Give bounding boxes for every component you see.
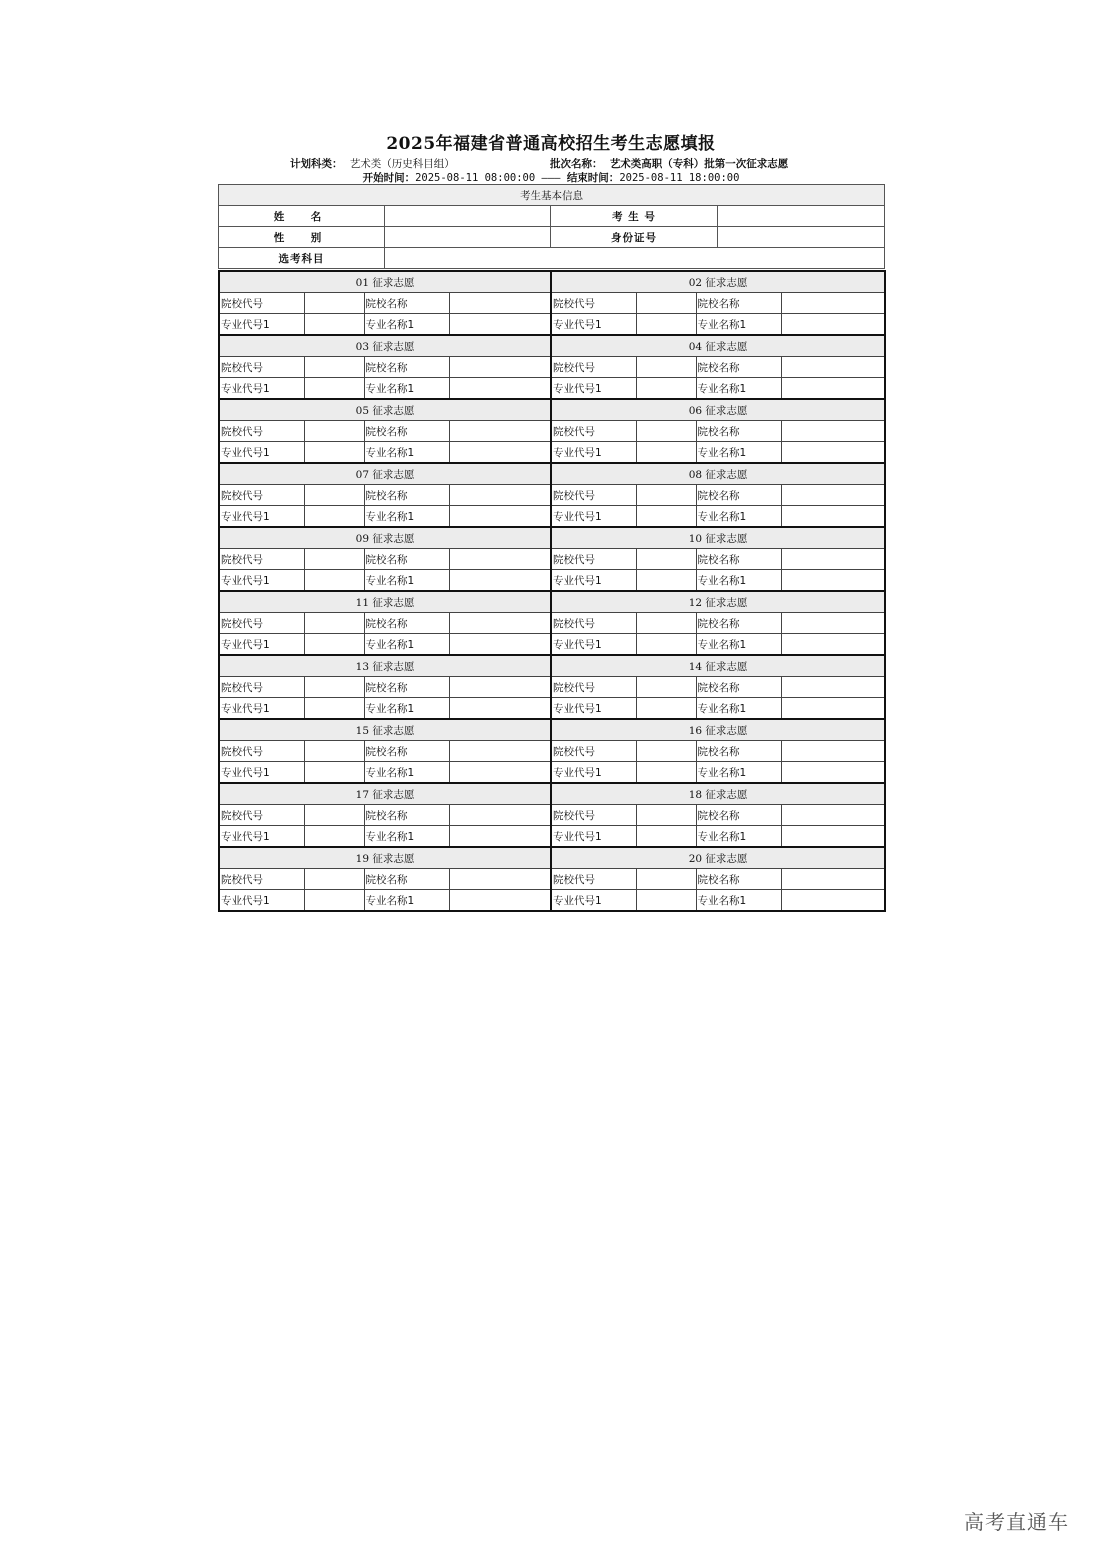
major-code-field[interactable] [304, 826, 364, 848]
school-code-label: 院校代号 [551, 613, 636, 634]
major-code-label: 专业代号1 [219, 378, 304, 400]
school-code-field[interactable] [304, 293, 364, 314]
school-code-label: 院校代号 [551, 805, 636, 826]
school-code-label: 院校代号 [551, 421, 636, 442]
time-separator: ——— [541, 172, 561, 184]
volunteer-number: 09 [355, 532, 370, 545]
major-code-label: 专业代号1 [219, 314, 304, 336]
volunteer-number: 01 [355, 276, 370, 289]
watermark-text: 高考直通车 [964, 1510, 1069, 1534]
volunteer-header [219, 463, 551, 485]
major-name-field[interactable] [781, 442, 885, 464]
volunteer-title: 征求志愿 [705, 660, 748, 673]
major-code-label: 专业代号1 [551, 378, 636, 400]
school-code-label: 院校代号 [219, 677, 304, 698]
major-name-label: 专业名称1 [364, 890, 449, 912]
volunteer-title: 征求志愿 [705, 596, 748, 609]
volunteer-title: 征求志愿 [705, 788, 748, 801]
school-name-field[interactable] [781, 421, 885, 442]
volunteer-title: 征求志愿 [705, 852, 748, 865]
major-code-field[interactable] [636, 698, 696, 720]
major-name-label: 专业名称1 [364, 826, 449, 848]
major-name-label: 专业名称1 [696, 634, 781, 656]
school-name-label: 院校名称 [696, 293, 781, 314]
major-name-label: 专业名称1 [696, 314, 781, 336]
school-name-label: 院校名称 [364, 357, 449, 378]
batch-name [550, 156, 788, 171]
school-name-label: 院校名称 [696, 357, 781, 378]
major-name-label: 专业名称1 [696, 890, 781, 912]
school-name-label: 院校名称 [696, 677, 781, 698]
school-name-label: 院校名称 [364, 293, 449, 314]
volunteer-title: 征求志愿 [372, 340, 415, 353]
school-code-field[interactable] [636, 805, 696, 826]
plan-value: 艺术类（历史科目组） [349, 158, 455, 170]
volunteer-header [551, 527, 885, 549]
volunteer-number: 10 [688, 532, 703, 545]
major-name-field[interactable] [449, 442, 551, 464]
volunteer-table [218, 270, 886, 912]
volunteer-header [551, 463, 885, 485]
basic-info-header: 考生基本信息 [219, 185, 885, 206]
major-code-label: 专业代号1 [551, 314, 636, 336]
major-code-label: 专业代号1 [551, 762, 636, 784]
major-code-field[interactable] [304, 698, 364, 720]
volunteer-header [551, 783, 885, 805]
volunteer-header [219, 719, 551, 741]
major-name-label: 专业名称1 [364, 634, 449, 656]
major-name-field[interactable] [449, 890, 551, 912]
major-name-label: 专业名称1 [364, 442, 449, 464]
major-code-field[interactable] [636, 890, 696, 912]
volunteer-title: 征求志愿 [372, 532, 415, 545]
volunteer-number: 08 [688, 468, 703, 481]
school-code-field[interactable] [304, 357, 364, 378]
volunteer-header [551, 271, 885, 293]
plan-category [290, 156, 455, 171]
major-code-field[interactable] [636, 634, 696, 656]
major-code-label: 专业代号1 [219, 890, 304, 912]
school-name-label: 院校名称 [696, 869, 781, 890]
volunteer-number: 18 [688, 788, 703, 801]
major-code-label: 专业代号1 [219, 826, 304, 848]
start-label: 开始时间： [362, 172, 416, 184]
major-code-field[interactable] [636, 314, 696, 336]
volunteer-header [551, 655, 885, 677]
school-code-label: 院校代号 [551, 357, 636, 378]
major-name-label: 专业名称1 [696, 378, 781, 400]
school-name-label: 院校名称 [364, 677, 449, 698]
form-title: 2025年福建省普通高校招生考生志愿填报 [386, 134, 716, 154]
major-name-field[interactable] [781, 698, 885, 720]
school-name-label: 院校名称 [364, 805, 449, 826]
school-code-field[interactable] [636, 421, 696, 442]
volunteer-header [219, 335, 551, 357]
major-code-field[interactable] [636, 826, 696, 848]
major-name-field[interactable] [449, 634, 551, 656]
major-name-label: 专业名称1 [696, 442, 781, 464]
volunteer-title: 征求志愿 [372, 468, 415, 481]
major-code-label: 专业代号1 [219, 762, 304, 784]
major-code-label: 专业代号1 [219, 634, 304, 656]
school-code-label: 院校代号 [219, 549, 304, 570]
major-name-label: 专业名称1 [364, 570, 449, 592]
school-code-field[interactable] [304, 805, 364, 826]
volunteer-header [219, 783, 551, 805]
school-code-field[interactable] [636, 869, 696, 890]
major-name-field[interactable] [781, 762, 885, 784]
major-code-field[interactable] [304, 378, 364, 400]
school-name-field[interactable] [781, 357, 885, 378]
school-name-label: 院校名称 [696, 805, 781, 826]
school-name-field[interactable] [781, 677, 885, 698]
major-code-label: 专业代号1 [551, 506, 636, 528]
name-label: 姓 名 [219, 206, 385, 227]
id-number-field[interactable] [718, 227, 885, 248]
volunteer-title: 征求志愿 [705, 340, 748, 353]
major-code-label: 专业代号1 [551, 698, 636, 720]
name-field[interactable] [385, 206, 551, 227]
volunteer-title: 征求志愿 [372, 596, 415, 609]
school-code-field[interactable] [304, 613, 364, 634]
major-code-field[interactable] [304, 570, 364, 592]
major-code-label: 专业代号1 [219, 698, 304, 720]
major-code-label: 专业代号1 [551, 442, 636, 464]
volunteer-number: 02 [688, 276, 703, 289]
major-code-label: 专业代号1 [219, 442, 304, 464]
major-name-field[interactable] [449, 378, 551, 400]
major-name-label: 专业名称1 [696, 506, 781, 528]
id-number-label: 身份证号 [551, 227, 718, 248]
school-name-label: 院校名称 [696, 421, 781, 442]
major-name-field[interactable] [781, 506, 885, 528]
school-code-label: 院校代号 [219, 357, 304, 378]
school-name-label: 院校名称 [364, 549, 449, 570]
volunteer-number: 12 [688, 596, 703, 609]
major-code-field[interactable] [636, 442, 696, 464]
school-code-label: 院校代号 [551, 869, 636, 890]
volunteer-header [219, 655, 551, 677]
volunteer-number: 13 [355, 660, 370, 673]
batch-value: 艺术类高职（专科）批第一次征求志愿 [609, 158, 789, 170]
major-name-label: 专业名称1 [696, 570, 781, 592]
school-code-label: 院校代号 [219, 805, 304, 826]
school-name-field[interactable] [781, 613, 885, 634]
time-row [218, 170, 884, 184]
school-name-field[interactable] [449, 613, 551, 634]
major-name-label: 专业名称1 [364, 698, 449, 720]
batch-label: 批次名称： [550, 158, 603, 170]
volunteer-header [551, 335, 885, 357]
school-code-field[interactable] [304, 741, 364, 762]
major-code-field[interactable] [304, 442, 364, 464]
volunteer-header [551, 399, 885, 421]
school-code-field[interactable] [304, 485, 364, 506]
school-name-label: 院校名称 [364, 741, 449, 762]
volunteer-title: 征求志愿 [705, 532, 748, 545]
major-name-label: 专业名称1 [696, 762, 781, 784]
major-code-field[interactable] [304, 890, 364, 912]
plan-label: 计划科类： [290, 158, 343, 170]
application-form [218, 132, 884, 912]
school-code-label: 院校代号 [551, 485, 636, 506]
volunteer-title: 征求志愿 [705, 468, 748, 481]
school-name-field[interactable] [781, 485, 885, 506]
school-name-field[interactable] [449, 677, 551, 698]
volunteer-number: 16 [688, 724, 703, 737]
major-name-field[interactable] [781, 634, 885, 656]
school-code-label: 院校代号 [219, 613, 304, 634]
major-code-label: 专业代号1 [551, 570, 636, 592]
major-code-field[interactable] [304, 314, 364, 336]
school-name-field[interactable] [781, 869, 885, 890]
school-code-field[interactable] [304, 549, 364, 570]
school-code-label: 院校代号 [219, 485, 304, 506]
major-code-field[interactable] [304, 762, 364, 784]
school-code-label: 院校代号 [219, 293, 304, 314]
school-code-label: 院校代号 [219, 421, 304, 442]
school-name-field[interactable] [449, 485, 551, 506]
major-name-field[interactable] [781, 378, 885, 400]
major-name-label: 专业名称1 [364, 314, 449, 336]
major-code-field[interactable] [636, 570, 696, 592]
major-name-field[interactable] [781, 826, 885, 848]
school-name-field[interactable] [449, 357, 551, 378]
school-name-label: 院校名称 [364, 869, 449, 890]
volunteer-number: 19 [355, 852, 370, 865]
school-name-field[interactable] [781, 741, 885, 762]
volunteer-header [219, 591, 551, 613]
end-label: 结束时间： [566, 172, 620, 184]
major-name-field[interactable] [449, 570, 551, 592]
major-name-field[interactable] [449, 826, 551, 848]
start-value: 2025-08-11 08:00:00 [415, 172, 536, 184]
major-code-label: 专业代号1 [551, 826, 636, 848]
major-name-label: 专业名称1 [696, 698, 781, 720]
exam-number-label: 考 生 号 [551, 206, 718, 227]
major-code-label: 专业代号1 [219, 570, 304, 592]
volunteer-header [219, 527, 551, 549]
volunteer-header [219, 271, 551, 293]
volunteer-header [551, 719, 885, 741]
form-meta-row [218, 156, 884, 170]
school-code-field[interactable] [636, 741, 696, 762]
volunteer-title: 征求志愿 [372, 852, 415, 865]
end-value: 2025-08-11 18:00:00 [619, 172, 740, 184]
school-name-field[interactable] [449, 549, 551, 570]
volunteer-number: 05 [355, 404, 370, 417]
volunteer-number: 14 [688, 660, 703, 673]
school-code-label: 院校代号 [219, 869, 304, 890]
school-name-label: 院校名称 [364, 613, 449, 634]
gender-field[interactable] [385, 227, 551, 248]
exam-number-field[interactable] [718, 206, 885, 227]
school-name-field[interactable] [781, 293, 885, 314]
volunteer-title: 征求志愿 [705, 724, 748, 737]
volunteer-header [219, 399, 551, 421]
volunteer-title: 征求志愿 [705, 404, 748, 417]
school-name-label: 院校名称 [364, 485, 449, 506]
school-name-label: 院校名称 [364, 421, 449, 442]
school-code-field[interactable] [636, 549, 696, 570]
major-code-field[interactable] [304, 506, 364, 528]
school-code-label: 院校代号 [551, 677, 636, 698]
school-code-field[interactable] [304, 421, 364, 442]
school-code-field[interactable] [636, 677, 696, 698]
volunteer-title: 征求志愿 [372, 660, 415, 673]
school-name-label: 院校名称 [696, 741, 781, 762]
volunteer-number: 03 [355, 340, 370, 353]
volunteer-title: 征求志愿 [372, 276, 415, 289]
school-name-field[interactable] [449, 805, 551, 826]
major-name-field[interactable] [449, 698, 551, 720]
volunteer-number: 04 [688, 340, 703, 353]
basic-info-table [218, 184, 885, 269]
major-code-field[interactable] [304, 634, 364, 656]
volunteer-title: 征求志愿 [372, 404, 415, 417]
major-name-field[interactable] [781, 314, 885, 336]
volunteer-number: 17 [355, 788, 370, 801]
school-code-field[interactable] [304, 869, 364, 890]
major-name-label: 专业名称1 [364, 378, 449, 400]
school-code-field[interactable] [636, 357, 696, 378]
major-name-label: 专业名称1 [364, 762, 449, 784]
major-code-field[interactable] [636, 378, 696, 400]
major-name-field[interactable] [781, 890, 885, 912]
volunteer-header [551, 591, 885, 613]
major-code-field[interactable] [636, 762, 696, 784]
major-name-label: 专业名称1 [364, 506, 449, 528]
gender-label: 性 别 [219, 227, 385, 248]
volunteer-header [219, 847, 551, 869]
volunteer-number: 15 [355, 724, 370, 737]
volunteer-header [551, 847, 885, 869]
school-code-label: 院校代号 [219, 741, 304, 762]
elective-subjects-field[interactable] [385, 248, 885, 269]
volunteer-title: 征求志愿 [705, 276, 748, 289]
school-name-label: 院校名称 [696, 485, 781, 506]
major-code-label: 专业代号1 [551, 890, 636, 912]
volunteer-title: 征求志愿 [372, 788, 415, 801]
school-name-field[interactable] [781, 805, 885, 826]
school-name-label: 院校名称 [696, 613, 781, 634]
school-code-field[interactable] [636, 485, 696, 506]
school-code-label: 院校代号 [551, 741, 636, 762]
major-code-label: 专业代号1 [219, 506, 304, 528]
school-name-field[interactable] [449, 421, 551, 442]
school-code-label: 院校代号 [551, 293, 636, 314]
major-name-field[interactable] [449, 314, 551, 336]
major-code-label: 专业代号1 [551, 634, 636, 656]
school-name-field[interactable] [449, 741, 551, 762]
school-code-label: 院校代号 [551, 549, 636, 570]
school-code-field[interactable] [636, 293, 696, 314]
volunteer-number: 11 [355, 596, 370, 609]
major-code-field[interactable] [636, 506, 696, 528]
school-code-field[interactable] [304, 677, 364, 698]
school-name-field[interactable] [449, 869, 551, 890]
school-name-label: 院校名称 [696, 549, 781, 570]
school-code-field[interactable] [636, 613, 696, 634]
volunteer-number: 20 [688, 852, 703, 865]
major-name-field[interactable] [781, 570, 885, 592]
school-name-field[interactable] [781, 549, 885, 570]
volunteer-title: 征求志愿 [372, 724, 415, 737]
elective-subjects-label: 选考科目 [219, 248, 385, 269]
volunteer-number: 06 [688, 404, 703, 417]
school-name-field[interactable] [449, 293, 551, 314]
volunteer-number: 07 [355, 468, 370, 481]
major-name-field[interactable] [449, 506, 551, 528]
major-name-field[interactable] [449, 762, 551, 784]
major-name-label: 专业名称1 [696, 826, 781, 848]
